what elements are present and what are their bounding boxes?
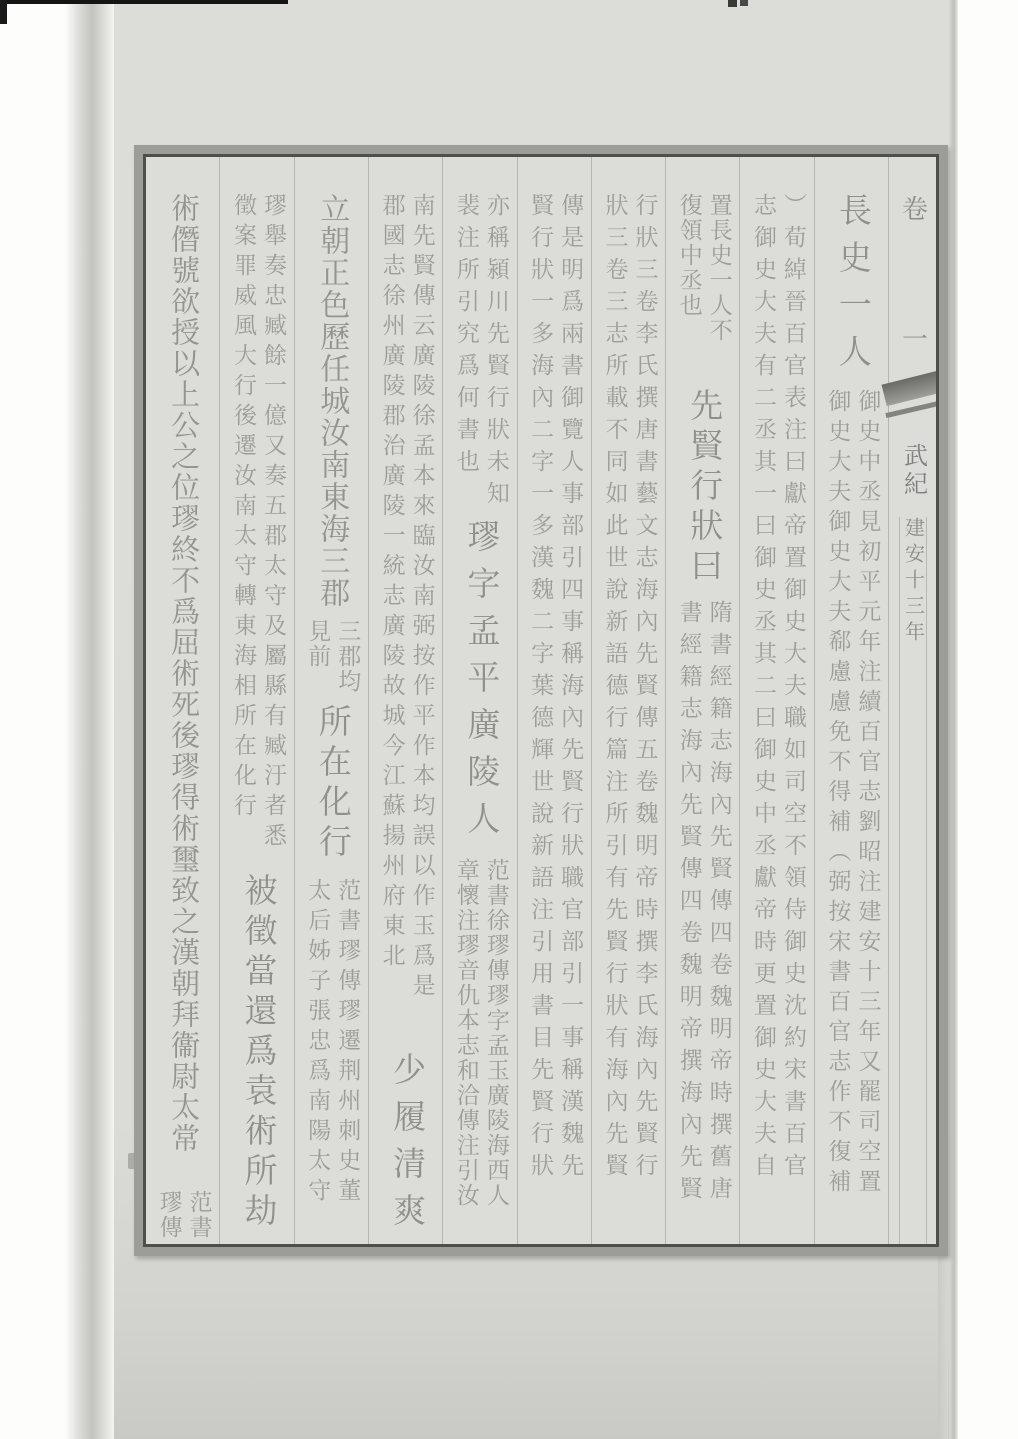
annotation-line-right: 行狀三卷李氏撰唐書藝文志海內先賢傳五卷魏明帝時撰李氏海內先賢行 bbox=[632, 193, 658, 1185]
annotation-line-right: 置長史一人不 bbox=[706, 193, 732, 343]
fold-mark-band bbox=[881, 366, 939, 406]
era-box bbox=[899, 517, 927, 1244]
annotation-line-right: 范書 bbox=[186, 1190, 212, 1240]
annotation bbox=[673, 600, 733, 1208]
scan-artifact bbox=[728, 0, 737, 7]
annotation-line-right: 范書徐璆傳璆字孟玉廣陵海西人 bbox=[483, 858, 509, 1208]
text-column bbox=[739, 157, 813, 1244]
text-column bbox=[591, 157, 665, 1244]
text-column bbox=[442, 157, 516, 1244]
main-text: 立朝正色歷任城汝南東海三郡 bbox=[315, 193, 349, 609]
annotation bbox=[376, 193, 436, 1003]
text-frame-border bbox=[134, 145, 948, 1256]
annotation-line-left: 賢行狀一多海內二字一多漢魏二字葉德輝世說新語注引用書目先賢行狀 bbox=[528, 193, 554, 1185]
annotation bbox=[673, 193, 733, 343]
annotation bbox=[301, 878, 361, 1208]
annotation-line-left: 章懷注璆音仇本志和洽傳注引汝 bbox=[453, 858, 479, 1208]
scan-artifact bbox=[740, 0, 748, 6]
annotation bbox=[747, 193, 807, 1185]
annotation bbox=[301, 619, 361, 694]
volume-char: 卷 bbox=[898, 195, 928, 221]
annotation-line-right: 亦稱潁川先賢行狀未知 bbox=[483, 193, 509, 513]
main-text: 被徵當還爲袁術所劫 bbox=[239, 873, 276, 1233]
annotation-line-left: 志御史大夫有二丞其一曰御史丞其二曰御史中丞獻帝時更置御史大夫自 bbox=[751, 193, 777, 1185]
annotation-line-left: 書經籍志海內先賢傳四卷魏明帝撰海內先賢 bbox=[676, 600, 702, 1208]
main-text: 所在化行 bbox=[313, 704, 350, 864]
scan-artifact bbox=[0, 0, 7, 24]
text-column bbox=[814, 157, 888, 1244]
text-columns bbox=[146, 157, 936, 1244]
annotation-line-right: 傳是明爲兩書御覽人事部引四事稱海內先賢行狀職官部引一事稱漢魏先 bbox=[558, 193, 584, 1185]
text-column bbox=[368, 157, 442, 1244]
margin-column bbox=[888, 157, 936, 1244]
text-column bbox=[146, 157, 219, 1244]
annotation bbox=[450, 193, 510, 513]
volume-number: 一 bbox=[898, 325, 928, 351]
annotation-line-left: 璆傳 bbox=[156, 1190, 182, 1240]
main-text: 先賢行狀曰 bbox=[685, 388, 722, 588]
section-title: 武紀 bbox=[899, 443, 926, 499]
annotation bbox=[450, 858, 510, 1208]
annotation-line-right: 隋書經籍志海內先賢傳四卷魏明帝時撰舊唐 bbox=[706, 600, 732, 1208]
annotation bbox=[153, 1190, 213, 1240]
scan-artifact bbox=[0, 0, 288, 4]
main-text: 璆字孟平廣陵人 bbox=[462, 519, 499, 848]
annotation-line-left: 太后姊子張忠爲南陽太守 bbox=[305, 878, 331, 1208]
annotation-line-right: ）荀綽晉百官表注曰獻帝置御史大夫職如司空不領侍御史沈約宋書百官 bbox=[781, 193, 807, 1185]
text-column bbox=[517, 157, 591, 1244]
annotation bbox=[598, 193, 658, 1185]
era-label: 建安十三年 bbox=[901, 517, 924, 647]
main-text: 少履清爽 bbox=[388, 1052, 425, 1240]
main-text: 術僭號欲授以上公之位璆終不爲屈術死後璆得術璽致之漢朝拜衞尉太常 bbox=[167, 193, 200, 1154]
annotation-line-left: 御史大夫御史大夫郗慮慮免不得補（弼按宋書百官志作不復補 bbox=[825, 389, 851, 1199]
annotation-line-right: 御史中丞見初平元年注續百官志劉昭注建安十三年又罷司空置 bbox=[855, 389, 881, 1199]
annotation-line-right: 南先賢傳云廣陵徐孟本來臨汝南弼按作平作本均誤以作玉爲是 bbox=[409, 193, 435, 1003]
annotation-line-right: 范書璆傳璆遷荆州刺史董 bbox=[335, 878, 361, 1208]
text-frame bbox=[143, 154, 939, 1247]
annotation-line-left: 復領中丞也 bbox=[676, 193, 702, 318]
annotation-line-left: 徵案罪威風大行後遷汝南太守轉東海相所在化行 bbox=[230, 193, 256, 823]
scan-artifact bbox=[938, 1256, 948, 1439]
annotation-line-left: 狀三卷三志所載不同如此世說新語德行篇注所引有先賢行狀有海內先賢 bbox=[602, 193, 628, 1185]
annotation-line-right: 三郡均 bbox=[335, 619, 361, 694]
annotation-line-left: 裴注所引究爲何書也 bbox=[453, 193, 479, 481]
annotation bbox=[524, 193, 584, 1185]
annotation bbox=[227, 193, 287, 853]
text-column bbox=[665, 157, 739, 1244]
gutter-shadow bbox=[66, 0, 114, 1439]
text-column bbox=[219, 157, 293, 1244]
annotation-line-left: 郡國志徐州廣陵郡治廣陵一統志廣陵故城今江蘇揚州府東北 bbox=[379, 193, 405, 973]
text-column bbox=[294, 157, 368, 1244]
annotation bbox=[821, 389, 881, 1199]
page-edge-shadow bbox=[949, 0, 958, 1439]
main-text: 長史一人 bbox=[833, 193, 870, 381]
annotation-line-right: 璆舉奏忠臧餘一億又奏五郡太守及屬縣有臧汙者悉 bbox=[260, 193, 286, 853]
annotation-line-left: 見前 bbox=[305, 619, 331, 669]
fold-mark-icon bbox=[889, 365, 936, 421]
